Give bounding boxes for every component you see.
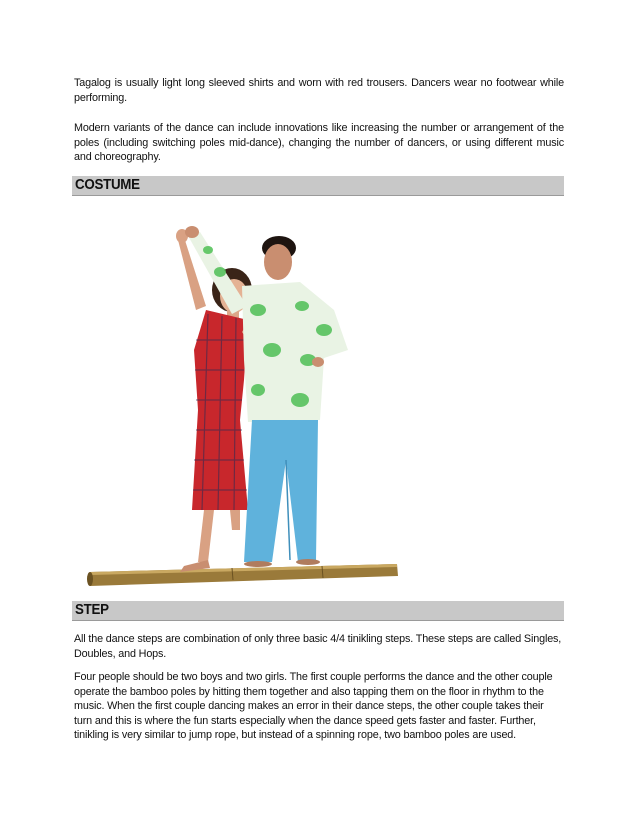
heading-costume-text: COSTUME [75,177,140,193]
bamboo-pole [87,564,398,586]
paragraph-costume-intro: Tagalog is usually light long sleeved shirts and worn with red trousers. Dancers wear no footwear while performing. [74,77,564,104]
section-heading-step [72,601,564,621]
paragraph-four-people: Four people should be two boys and two girls. The first couple performs the dance and the other couple operate the bamboo poles by hitting them together and also tapping them on the floor in rhythm to the music. When the first couple dancing makes an error in their dance steps, the other couple takes their turn and this is where the fun starts especially when the dance speed gets faster and faster. Further, tinikling is very similar to jump rope, but instead of a spinning rope, two bamboo poles are used. [74,671,553,741]
heading-step-text: STEP [75,602,109,618]
paragraph-dance-steps: All the dance steps are combination of only three basic 4/4 tinikling steps. These steps are called Singles, Doubles, and Hops. [74,633,562,660]
dancers-photo [72,210,402,590]
paragraph-modern-variants: Modern variants of the dance can include innovations like increasing the number or arrangement of the poles (including switching poles mid-dance), changing the number of dancers, or using different music and choreography. [74,122,564,163]
section-heading-costume [72,176,564,196]
